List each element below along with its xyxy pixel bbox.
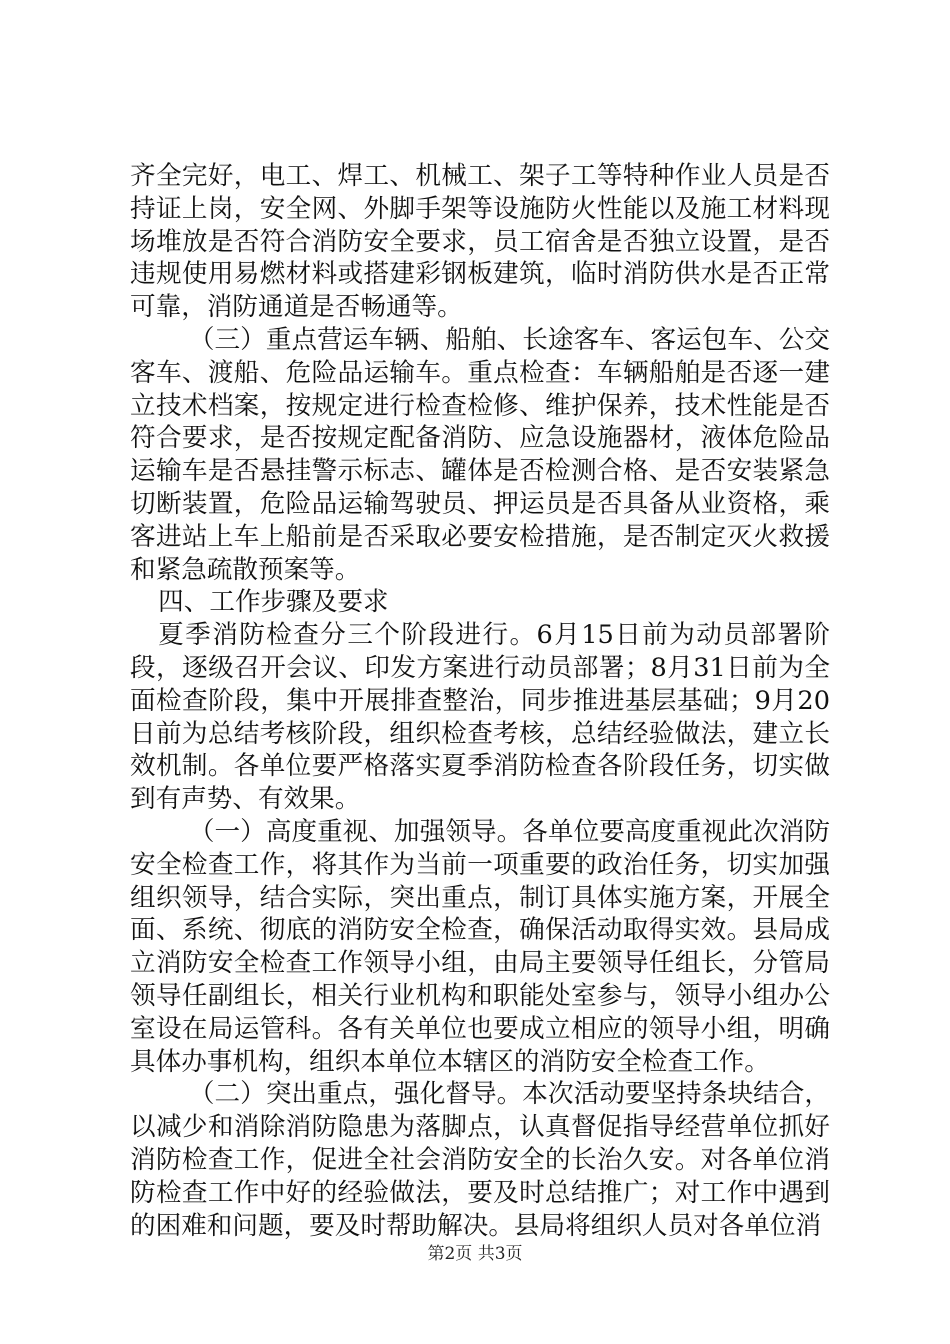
paragraph-construction-checks: 齐全完好，电工、焊工、机械工、架子工等特种作业人员是否持证上岗，安全网、外脚手架等设施防火性能以及施工材料现场堆放是否符合消防安全要求，员工宿舍是否独立设置，是否违规使用易燃材料或搭建彩钢板建筑，临时消防供水是否正常可靠，消防通道是否畅通等。 [130, 161, 830, 323]
paragraph-section-three-vehicles: （三）重点营运车辆、船舶、长途客车、客运包车、公交客车、渡船、危险品运输车。重点检查：车辆船舶是否逐一建立技术档案，按规定进行检查检修、维护保养，技术性能是否符合要求，是否按规定配备消防、应急设施器材，液体危险品运输车是否悬挂警示标志、罐体是否检测合格、是否安装紧急切断装置，危险品运输驾驶员、押运员是否具备从业资格，乘客进站上车上船前是否采取必要安检措施，是否制定灭火救援和紧急疏散预案等。 [130, 324, 830, 585]
paragraph-three-stages: 夏季消防检查分三个阶段进行。6月15日前为动员部署阶段，逐级召开会议、印发方案进行动员部署；8月31日前为全面检查阶段，集中开展排查整治，同步推进基层基础；9月20日前为总结考核阶段，组织检查考核，总结经验做法，建立长效机制。各单位要严格落实夏季消防检查各阶段任务，切实做到有声势、有效果。 [130, 620, 830, 815]
page-footer: 第2页 共3页 [427, 1244, 523, 1264]
paragraph-leadership: （一）高度重视、加强领导。各单位要高度重视此次消防安全检查工作，将其作为当前一项重要的政治任务，切实加强组织领导，结合实际，突出重点，制订具体实施方案，开展全面、系统、彻底的消防安全检查，确保活动取得实效。县局成立消防安全检查工作领导小组，由局主要领导任组长，分管局领导任副组长，相关行业机构和职能处室参与，领导小组办公室设在局运管科。各有关单位也要成立相应的领导小组，明确具体办事机构，组织本单位本辖区的消防安全检查工作。 [130, 816, 830, 1077]
document-body [130, 160, 830, 1242]
paragraph-supervision: （二）突出重点，强化督导。本次活动要坚持条块结合，以减少和消除消防隐患为落脚点，认真督促指导经营单位抓好消防检查工作，促进全社会消防安全的长治久安。对各单位消防检查工作中好的经验做法，要及时总结推广；对工作中遇到的困难和问题，要及时帮助解决。县局将组织人员对各单位消 [130, 1079, 830, 1241]
section-heading-steps: 四、工作步骤及要求 [158, 587, 389, 618]
